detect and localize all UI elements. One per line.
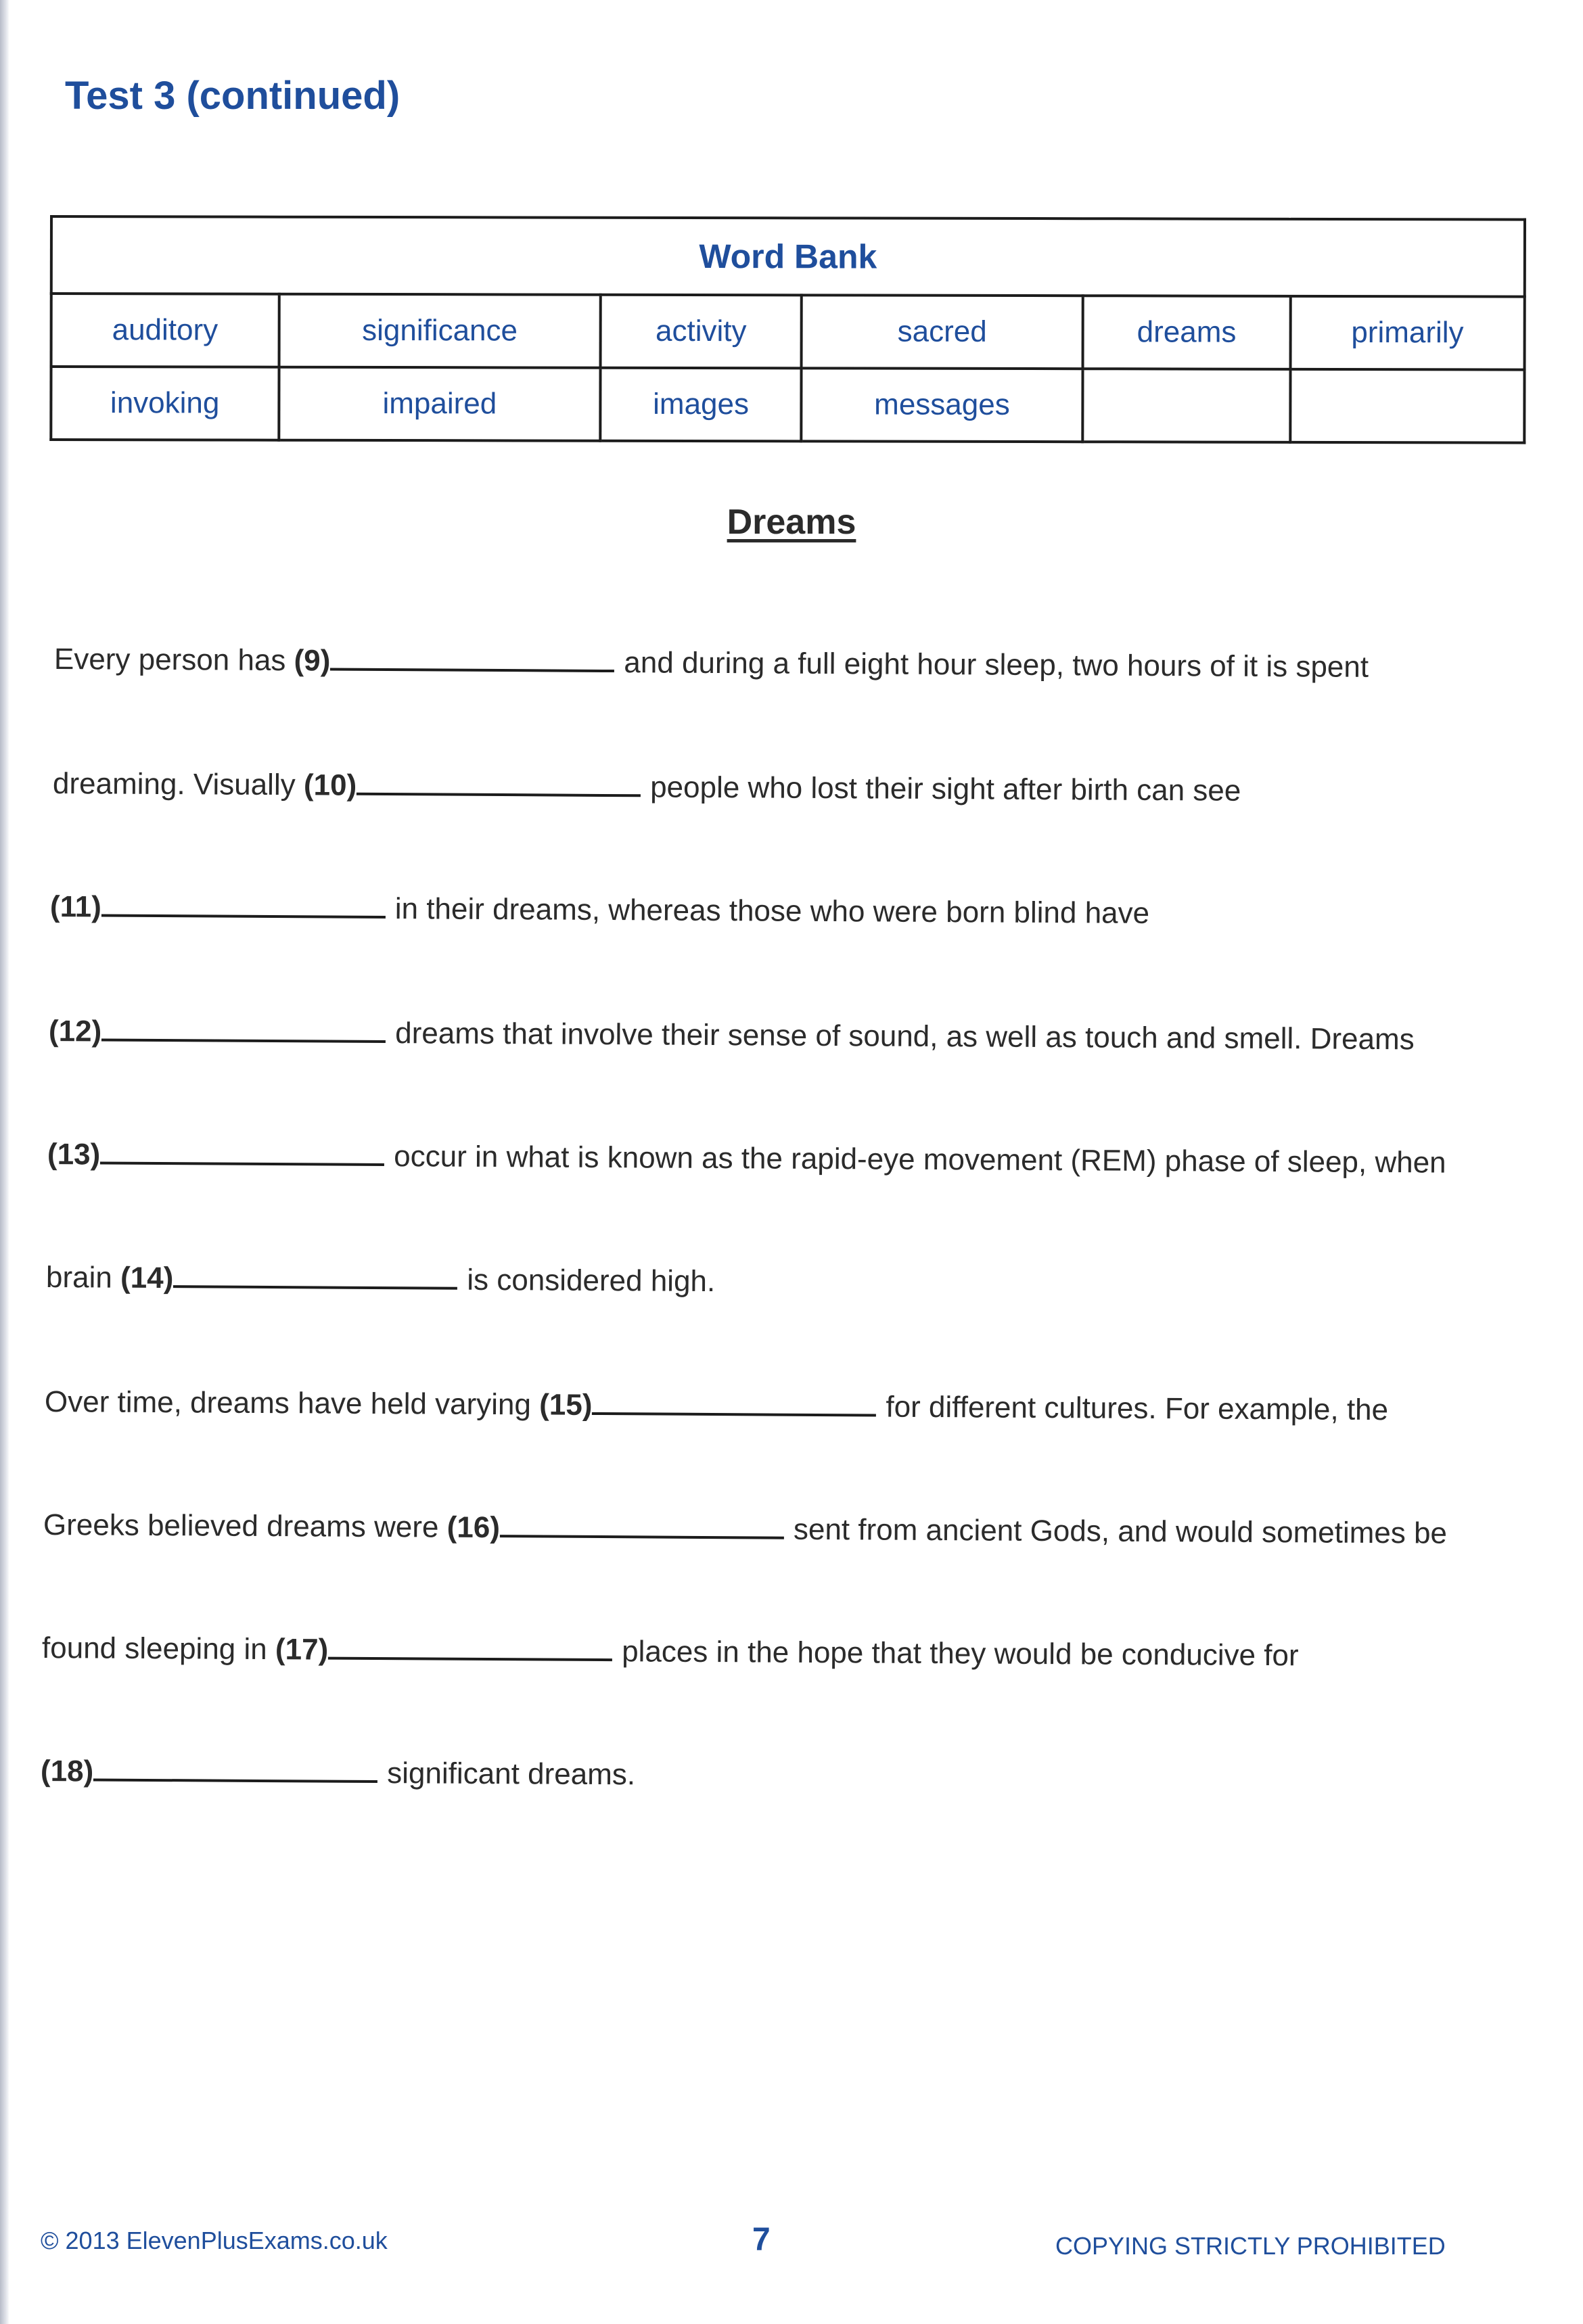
word-bank-cell: activity [601, 295, 802, 369]
passage-line: brain (14) is considered high. [45, 1261, 716, 1299]
word-bank-table [49, 215, 1526, 444]
answer-blank[interactable] [101, 914, 386, 919]
question-number: (15) [539, 1388, 593, 1422]
word-bank-row [51, 294, 1525, 370]
question-number: (13) [47, 1138, 101, 1171]
passage-line: (11) in their dreams, whereas those who were born blind have [49, 890, 1150, 930]
footer-notice: COPYING STRICTLY PROHIBITED [1055, 2232, 1446, 2260]
word-bank-cell: auditory [51, 294, 279, 367]
passage-line: (18) significant dreams. [40, 1754, 636, 1792]
answer-blank[interactable] [93, 1778, 377, 1783]
question-number: (11) [49, 890, 101, 924]
word-bank-cell: images [601, 368, 802, 442]
question-number: (17) [275, 1633, 329, 1667]
passage-line: Every person has (9) and during a full eight hour sleep, two hours of it is spent [53, 643, 1369, 684]
question-number: (10) [303, 768, 357, 802]
answer-blank[interactable] [357, 793, 641, 797]
word-bank-cell: impaired [279, 367, 601, 441]
word-bank-cell-empty [1082, 369, 1290, 442]
passage-line: Greeks believed dreams were (16) sent from ancient Gods, and would sometimes be [43, 1508, 1448, 1550]
word-bank-cell-empty [1290, 369, 1525, 443]
question-number: (9) [294, 644, 331, 678]
word-bank-cell: sacred [802, 295, 1083, 369]
word-bank-row [51, 367, 1524, 443]
passage-line: dreaming. Visually (10) people who lost their sight after birth can see [52, 767, 1241, 808]
story-title: Dreams [727, 503, 856, 542]
passage-line: Over time, dreams have held varying (15) for different cultures. For example, the [44, 1385, 1389, 1427]
question-number: (16) [446, 1510, 501, 1545]
question-number: (12) [48, 1015, 102, 1048]
page-heading: Test 3 (continued) [65, 74, 400, 118]
answer-blank[interactable] [173, 1285, 457, 1290]
answer-blank[interactable] [500, 1535, 784, 1539]
word-bank-cell: dreams [1083, 296, 1291, 369]
answer-blank[interactable] [592, 1412, 876, 1417]
question-number: (18) [40, 1754, 94, 1788]
question-number: (14) [120, 1261, 174, 1295]
answer-blank[interactable] [328, 1657, 612, 1662]
passage-line: (12) dreams that involve their sense of sound, as well as touch and smell. Dreams [48, 1015, 1415, 1056]
answer-blank[interactable] [100, 1161, 384, 1166]
passage-line: found sleeping in (17) places in the hope that they would be conducive for [41, 1631, 1299, 1673]
footer-copyright: © 2013 ElevenPlusExams.co.uk [41, 2227, 388, 2254]
word-bank-cell: invoking [51, 367, 279, 440]
word-bank-cell: significance [279, 294, 601, 368]
word-bank-cell: primarily [1290, 296, 1525, 370]
passage-line: (13) occur in what is known as the rapid-eye movement (REM) phase of sleep, when [47, 1138, 1446, 1180]
word-bank-title: Word Bank [51, 216, 1525, 297]
answer-blank[interactable] [101, 1038, 386, 1043]
word-bank-cell: messages [801, 368, 1082, 442]
footer-page-number: 7 [752, 2222, 771, 2258]
page-edge-shadow [0, 0, 9, 2324]
answer-blank[interactable] [330, 668, 614, 672]
